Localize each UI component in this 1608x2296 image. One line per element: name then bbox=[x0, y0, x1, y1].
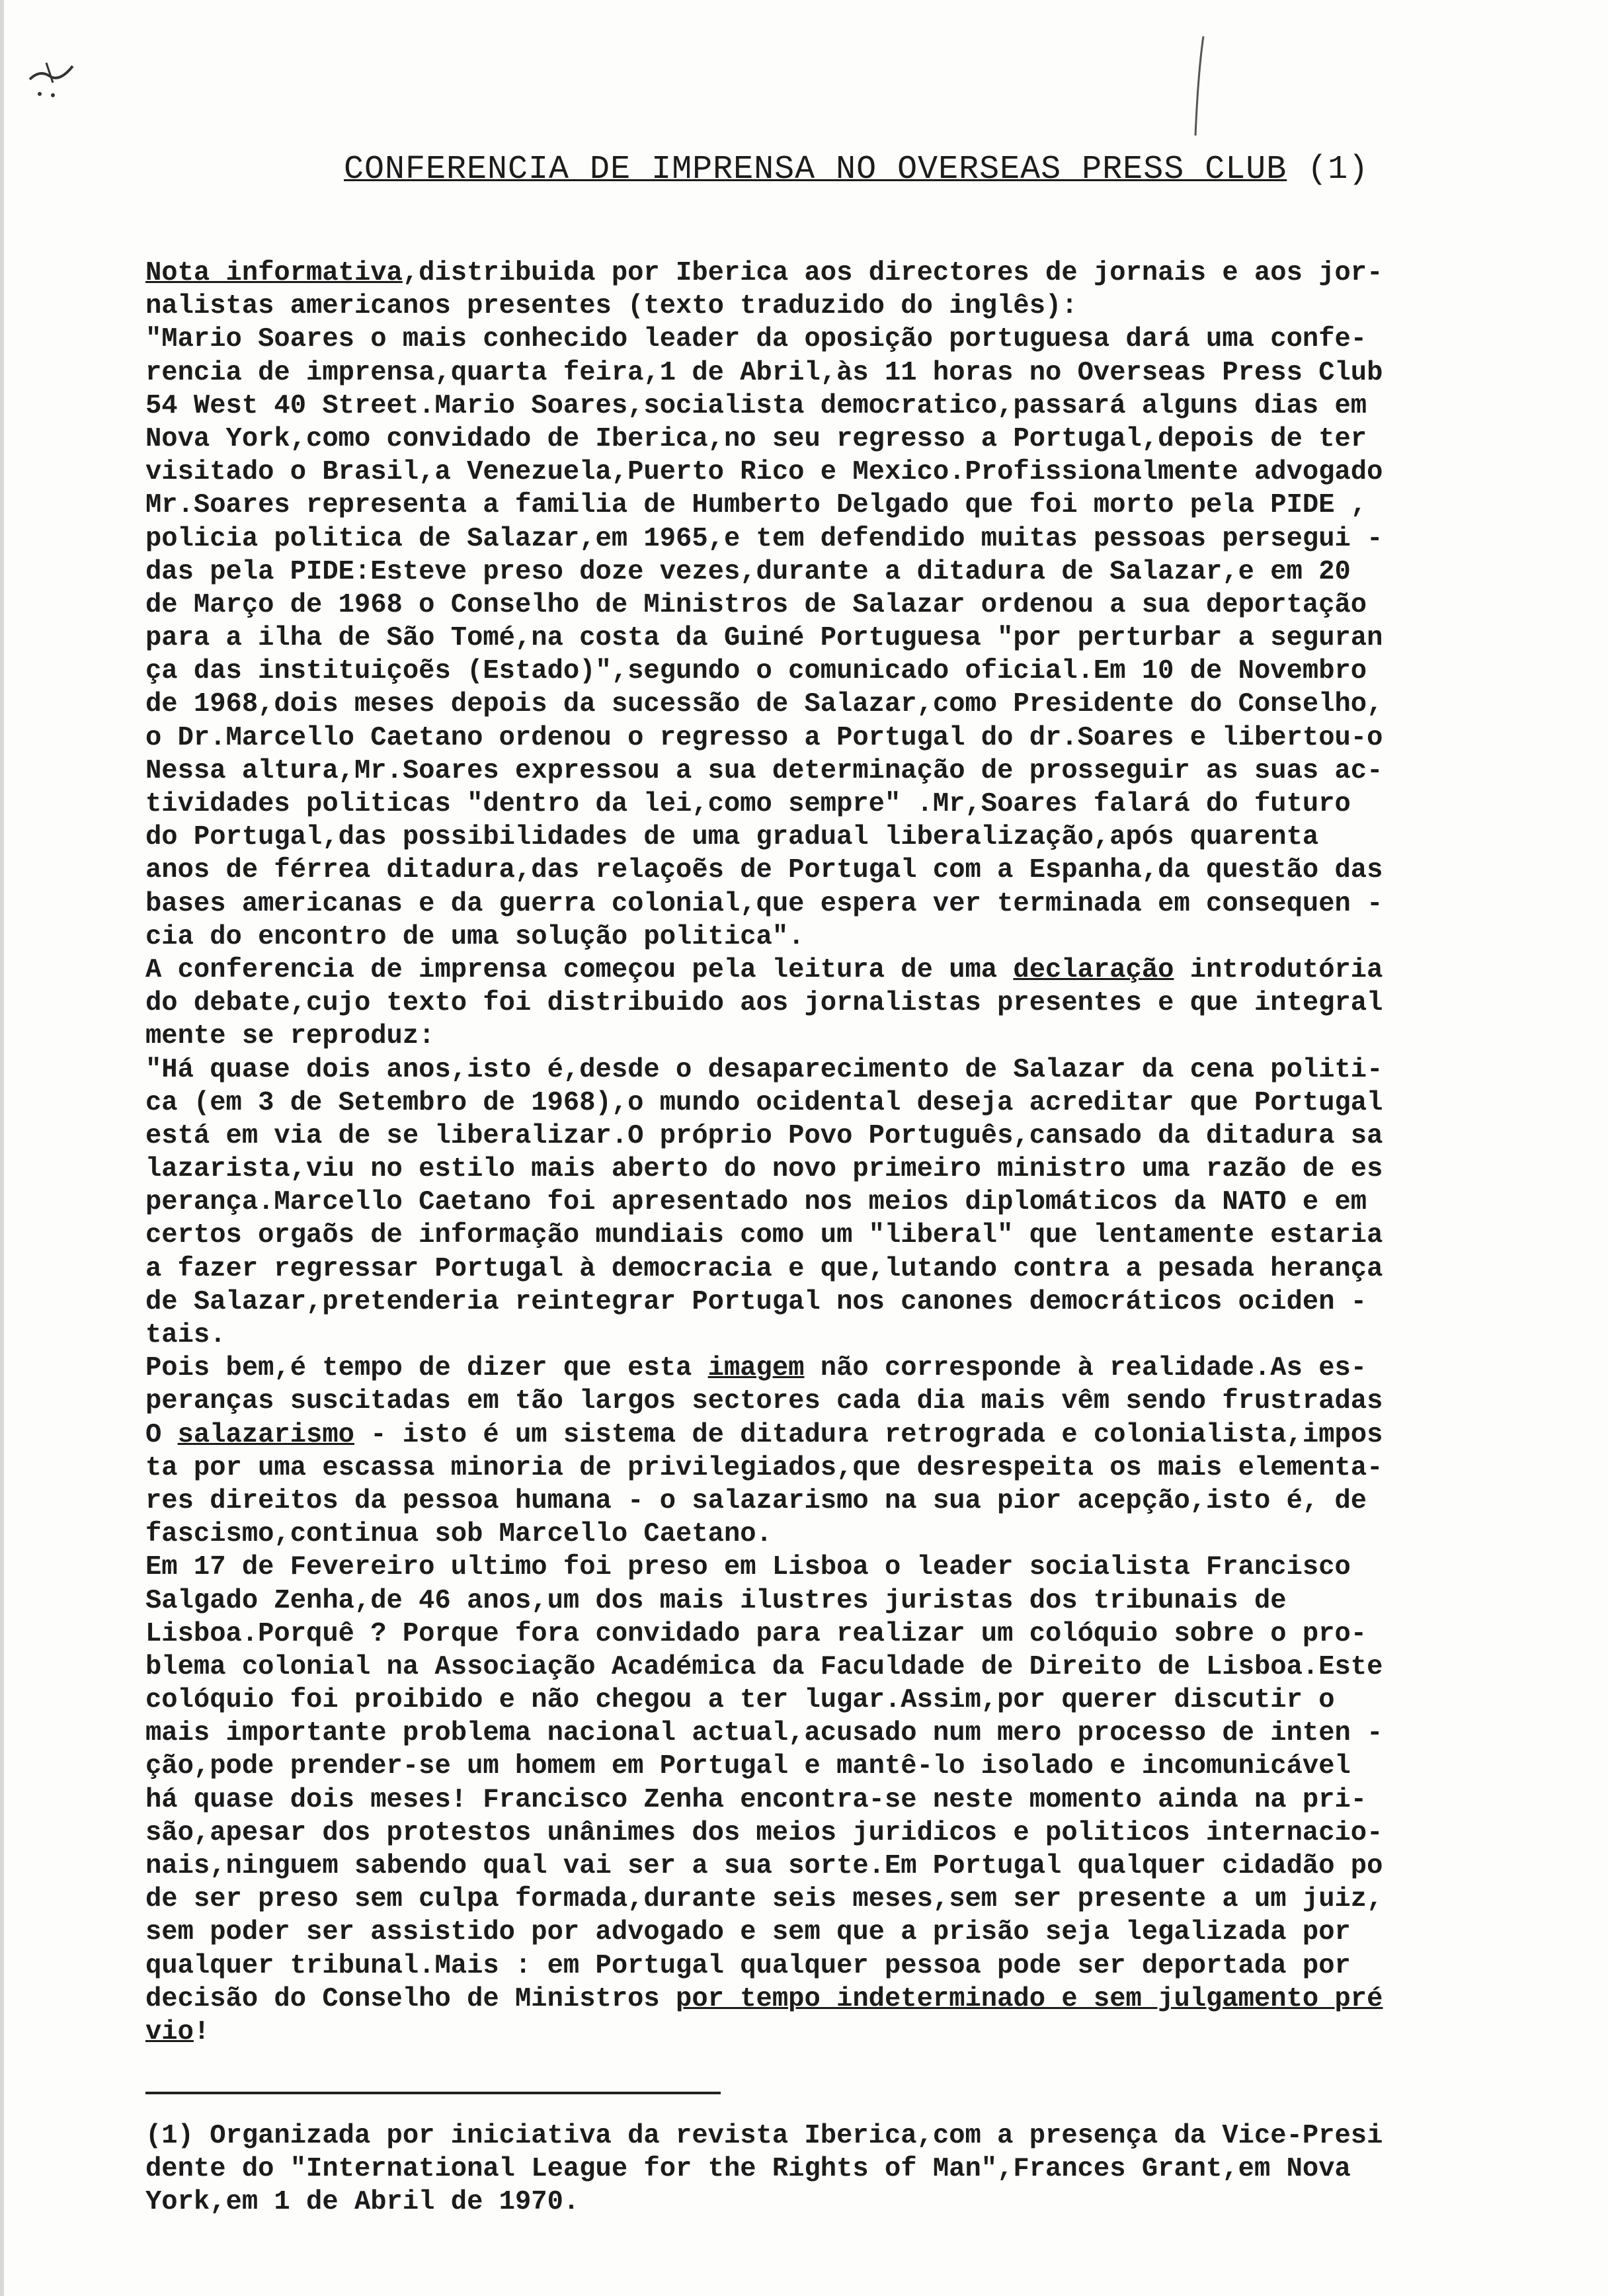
text-line: Salgado Zenha,de 46 anos,um dos mais ilustres juristas dos tribunais de bbox=[145, 1585, 1287, 1616]
text-line: visitado o Brasil,a Venezuela,Puerto Rico e Mexico.Profissionalmente advogado bbox=[145, 457, 1383, 488]
text-line: nalistas americanos presentes (texto traduzido do inglês): bbox=[145, 291, 1078, 322]
text-line: "Mario Soares o mais conhecido leader da oposição portuguesa dará uma confe- bbox=[145, 324, 1367, 355]
text-line: Nessa altura,Mr.Soares expressou a sua determinação de prosseguir as suas ac- bbox=[145, 755, 1383, 786]
text-line: Nova York,como convidado de Iberica,no seu regresso a Portugal,depois de ter bbox=[145, 423, 1367, 454]
text-line: "Há quase dois anos,isto é,desde o desaparecimento de Salazar da cena politi- bbox=[145, 1054, 1383, 1085]
text-line: nais,ninguem sabendo qual vai ser a sua sorte.Em Portugal qualquer cidadão po bbox=[145, 1851, 1383, 1881]
text-line: das pela PIDE:Esteve preso doze vezes,durante a ditadura de Salazar,e em 20 bbox=[145, 556, 1351, 587]
text-line: rencia de imprensa,quarta feira,1 de Abril,às 11 horas no Overseas Press Club bbox=[145, 357, 1383, 388]
text-line: a fazer regressar Portugal à democracia e que,lutando contra a pesada herança bbox=[145, 1253, 1383, 1284]
text-line: Em 17 de Fevereiro ultimo foi preso em Lisboa o leader socialista Francisco bbox=[145, 1552, 1351, 1583]
text-line: fascismo,continua sob Marcello Caetano. bbox=[145, 1519, 772, 1550]
text-line: para a ilha de São Tomé,na costa da Guiné Portuguesa "por perturbar a seguran bbox=[145, 623, 1383, 654]
text-line: ça das instituiçoẽs (Estado)",segundo o comunicado oficial.Em 10 de Novembro bbox=[145, 656, 1367, 687]
footnote-line: (1) Organizada por iniciativa da revista Iberica,com a presença da Vice-Presi bbox=[145, 2121, 1383, 2151]
text-line: o Dr.Marcello Caetano ordenou o regresso a Portugal do dr.Soares e libertou-o bbox=[145, 722, 1383, 753]
text-line: Lisboa.Porquê ? Porque fora convidado para realizar um colóquio sobre o pro- bbox=[145, 1618, 1367, 1649]
text-line: do debate,cujo texto foi distribuido aos jornalistas presentes e que integral bbox=[145, 988, 1383, 1019]
text-line: ca (em 3 de Setembro de 1968),o mundo ocidental deseja acreditar que Portugal bbox=[145, 1087, 1383, 1118]
text-line: mente se reproduz: bbox=[145, 1021, 435, 1052]
text-line: lazarista,viu no estilo mais aberto do novo primeiro ministro uma razão de es bbox=[145, 1154, 1383, 1185]
handwritten-mark-icon bbox=[26, 53, 86, 99]
text-line: Mr.Soares representa a familia de Humberto Delgado que foi morto pela PIDE , bbox=[145, 490, 1367, 521]
title-footnote-ref: (1) bbox=[1307, 151, 1369, 188]
text-line: do Portugal,das possibilidades de uma gradual liberalização,após quarenta bbox=[145, 822, 1319, 853]
text-line: de Salazar,pretenderia reintegrar Portugal nos canones democráticos ociden - bbox=[145, 1286, 1367, 1317]
text-line: cia do encontro de uma solução politica". bbox=[145, 921, 805, 952]
text-line: certos orgaõs de informação mundiais como um "liberal" que lentamente estaria bbox=[145, 1220, 1383, 1251]
text-line: bases americanas e da guerra colonial,que espera ver terminada em consequen - bbox=[145, 888, 1383, 919]
text-line: está em via de se liberalizar.O próprio Povo Português,cansado da ditadura sa bbox=[145, 1120, 1383, 1151]
footnote bbox=[145, 2119, 1501, 2219]
text-line: há quase dois meses! Francisco Zenha encontra-se neste momento ainda na pri- bbox=[145, 1784, 1367, 1815]
text-line: mais importante problema nacional actual,acusado num mero processo de inten - bbox=[145, 1718, 1383, 1749]
text-line: Nota informativa,distribuida por Iberica aos directores de jornais e aos jor- bbox=[145, 258, 1383, 288]
text-line: 54 West 40 Street.Mario Soares,socialista democratico,passará alguns dias em bbox=[145, 390, 1367, 421]
text-line: blema colonial na Associação Académica da Faculdade de Direito de Lisboa.Este bbox=[145, 1651, 1383, 1682]
text-line: colóquio foi proibido e não chegou a ter lugar.Assim,por querer discutir o bbox=[145, 1685, 1335, 1716]
text-line: de Março de 1968 o Conselho de Ministros de Salazar ordenou a sua deportação bbox=[145, 589, 1367, 620]
document-title bbox=[344, 151, 1369, 188]
text-line: tividades politicas "dentro da lei,como sempre" .Mr,Soares falará do futuro bbox=[145, 789, 1351, 819]
text-line: vio! bbox=[145, 2016, 210, 2047]
text-line: ção,pode prender-se um homem em Portugal e mantê-lo isolado e incomunicável bbox=[145, 1751, 1351, 1782]
text-line: anos de férrea ditadura,das relaçoẽs de Portugal com a Espanha,da questão das bbox=[145, 855, 1383, 886]
title-text: CONFERENCIA DE IMPRENSA NO OVERSEAS PRESS CLUB bbox=[344, 151, 1287, 188]
text-line: decisão do Conselho de Ministros por tempo indeterminado e sem julgamento pré bbox=[145, 1983, 1383, 2014]
text-line: Pois bem,é tempo de dizer que esta imagem não corresponde à realidade.As es- bbox=[145, 1353, 1367, 1384]
text-line: peranças suscitadas em tão largos sectores cada dia mais vêm sendo frustradas bbox=[145, 1386, 1383, 1417]
text-line: qualquer tribunal.Mais : em Portugal qualquer pessoa pode ser deportada por bbox=[145, 1950, 1351, 1981]
text-line: tais. bbox=[145, 1320, 226, 1350]
text-line: perança.Marcello Caetano foi apresentado nos meios diplomáticos da NATO e em bbox=[145, 1187, 1367, 1218]
text-line: de 1968,dois meses depois da sucessão de Salazar,como Presidente do Conselho, bbox=[145, 689, 1383, 720]
body-text bbox=[145, 257, 1501, 2049]
text-line: O salazarismo - isto é um sistema de ditadura retrograda e colonialista,impos bbox=[145, 1419, 1383, 1450]
text-line: são,apesar dos protestos unânimes dos meios juridicos e politicos internacio- bbox=[145, 1817, 1383, 1848]
text-line: res direitos da pessoa humana - o salazarismo na sua pior acepção,isto é, de bbox=[145, 1485, 1367, 1516]
footnote-line: York,em 1 de Abril de 1970. bbox=[145, 2187, 580, 2218]
footnote-divider bbox=[145, 2092, 721, 2094]
text-line: de ser preso sem culpa formada,durante seis meses,sem ser presente a um juiz, bbox=[145, 1884, 1383, 1915]
footnote-line: dente do "International League for the Rights of Man",Frances Grant,em Nova bbox=[145, 2154, 1351, 2185]
text-line: A conferencia de imprensa começou pela leitura de uma declaração introdutória bbox=[145, 954, 1383, 985]
pencil-stroke-icon bbox=[1184, 33, 1210, 139]
text-line: policia politica de Salazar,em 1965,e tem defendido muitas pessoas persegui - bbox=[145, 523, 1383, 554]
text-line: ta por uma escassa minoria de privilegiados,que desrespeita os mais elementa- bbox=[145, 1452, 1383, 1483]
scan-edge bbox=[0, 0, 4, 2296]
text-line: sem poder ser assistido por advogado e sem que a prisão seja legalizada por bbox=[145, 1917, 1351, 1948]
